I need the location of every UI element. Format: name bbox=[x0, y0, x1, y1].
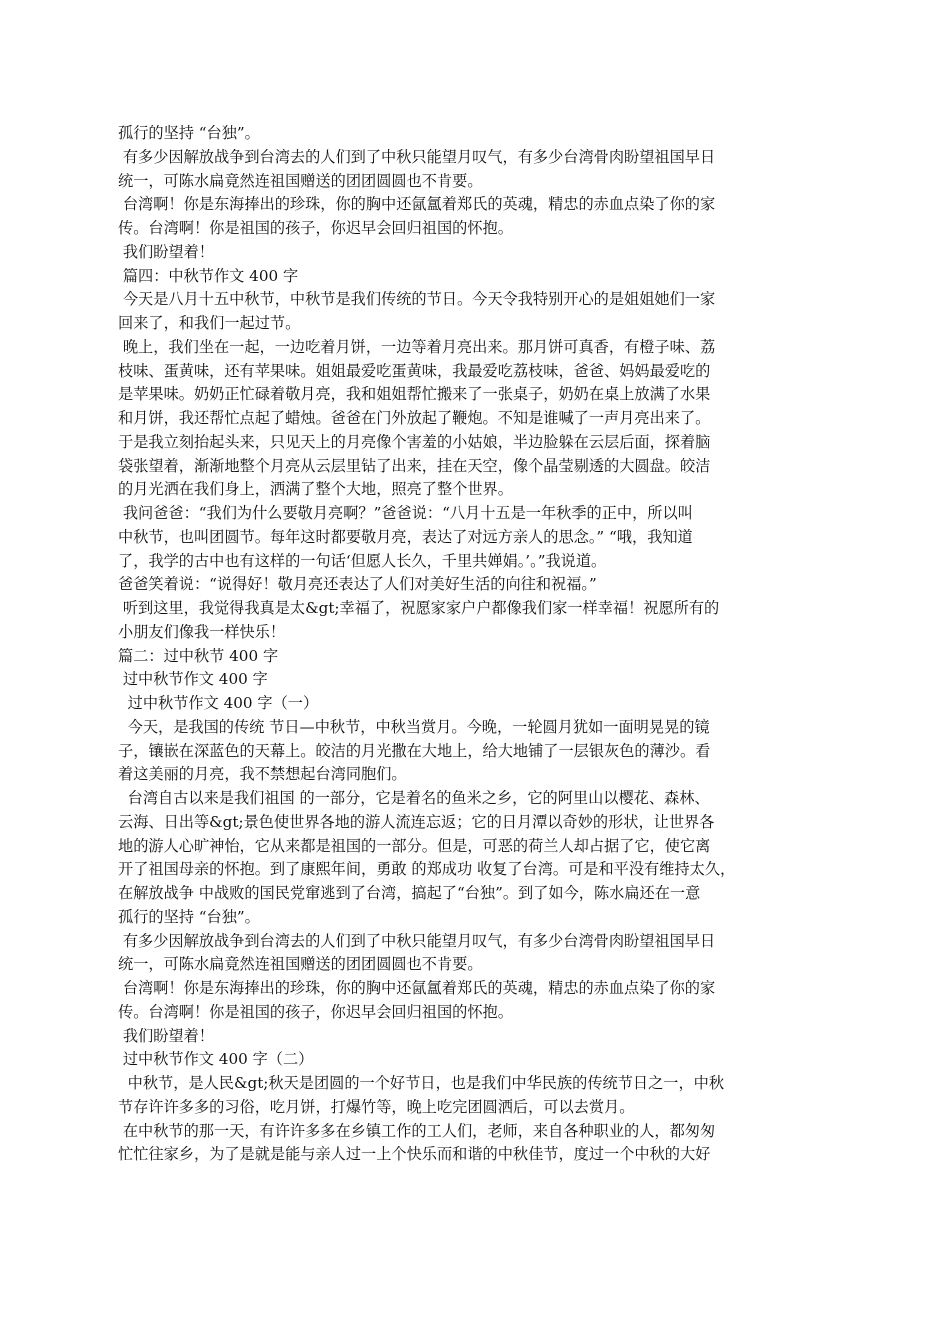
text-line: 中秋节，也叫团圆节。每年这时都要敬月亮，表达了对远方亲人的思念。” “哦，我知道 bbox=[118, 527, 693, 546]
text-line: 中秋节，是人民&gt;秋天是团圆的一个好节日，也是我们中华民族的传统节日之一，中秋 bbox=[118, 1074, 725, 1092]
text-line: 节存许许多多的习俗，吃月饼，打爆竹等，晚上吃完团圆洒后，可以去赏月。 bbox=[118, 1097, 635, 1116]
text-line: 在解放战争 中战败的国民党窜逃到了台湾，搞起了“台独”。到了如今，陈水扁还在一意 bbox=[118, 884, 701, 902]
text-line: 子，镶嵌在深蓝色的天幕上。皎洁的月光撒在大地上，给大地铺了一层银灰色的薄沙。看 bbox=[118, 741, 711, 760]
text-line: 有多少因解放战争到台湾去的人们到了中秋只能望月叹气，有多少台湾骨肉盼望祖国早日 bbox=[118, 931, 716, 950]
text-line: 今天，是我国的传统 节日—中秋节，中秋当赏月。今晚，一轮圆月犹如一面明晃晃的镜 bbox=[118, 717, 710, 736]
text-line: 过中秋节作文 400 字 bbox=[118, 670, 268, 689]
text-line: 篇二：过中秋节 400 字 bbox=[118, 646, 279, 665]
text-line: 袋张望着，渐渐地整个月亮从云层里钻了出来，挂在天空，像个晶莹剔透的大圆盘。皎洁 bbox=[118, 456, 711, 475]
text-line: 有多少因解放战争到台湾去的人们到了中秋只能望月叹气，有多少台湾骨肉盼望祖国早日 bbox=[118, 147, 716, 166]
text-line: 回来了，和我们一起过节。 bbox=[118, 314, 301, 332]
text-line: 和月饼，我还帮忙点起了蜡烛。爸爸在门外放起了鞭炮。不知是谁喊了一声月亮出来了。 bbox=[118, 409, 711, 427]
text-line: 是苹果味。奶奶正忙碌着敬月亮，我和姐姐帮忙搬来了一张桌子，奶奶在桌上放满了水果 bbox=[118, 385, 711, 404]
text-line: 开了祖国母亲的怀抱。到了康熙年间，勇敢 的郑成功 收复了台湾。可是和平没有维持太久， bbox=[118, 860, 736, 879]
text-line: 于是我立刻抬起头来，只见天上的月亮像个害羞的小姑娘，半边脸躲在云层后面，探着脑 bbox=[118, 432, 711, 451]
text-line: 忙忙往家乡，为了是就是能与亲人过一上个快乐而和谐的中秋佳节，度过一个中秋的大好 bbox=[118, 1145, 711, 1164]
text-line: 孤行的坚持 “台独”。 bbox=[118, 907, 260, 926]
text-line: 小朋友们像我一样快乐！ bbox=[118, 622, 286, 641]
text-line: 台湾啊！你是东海捧出的珍珠，你的胸中还氤氲着郑氏的英魂，精忠的赤血点染了你的家 bbox=[118, 979, 716, 997]
text-line: 我问爸爸：“我们为什么要敬月亮啊？”爸爸说：“八月十五是一年秋季的正中，所以叫 bbox=[118, 504, 693, 522]
text-line: 爸爸笑着说：“说得好！敬月亮还表达了人们对美好生活的向往和祝福。” bbox=[118, 575, 597, 594]
text-line: 晚上，我们坐在一起，一边吃着月饼，一边等着月亮出来。那月饼可真香，有橙子味、荔 bbox=[118, 337, 716, 356]
text-line: 着这美丽的月亮，我不禁想起台湾同胞们。 bbox=[118, 765, 407, 784]
text-line: 传。台湾啊！你是祖国的孩子，你迟早会回归祖国的怀抱。 bbox=[118, 1002, 513, 1021]
text-line: 地的游人心旷神怡，它从来都是祖国的一部分。但是，可恶的荷兰人却占据了它，使它离 bbox=[118, 836, 711, 855]
text-line: 统一，可陈水扁竟然连祖国赠送的团团圆圆也不肯要。 bbox=[118, 171, 483, 190]
text-line: 我们盼望着！ bbox=[118, 1026, 214, 1045]
text-line: 孤行的坚持 “台独”。 bbox=[118, 124, 260, 142]
text-line: 篇四：中秋节作文 400 字 bbox=[118, 266, 299, 285]
text-line: 今天是八月十五中秋节，中秋节是我们传统的节日。今天令我特别开心的是姐姐她们一家 bbox=[118, 290, 716, 309]
text-line: 听到这里，我觉得我真是太&gt;幸福了，祝愿家家户户都像我们家一样幸福！祝愿所有的 bbox=[118, 599, 720, 617]
document-body bbox=[118, 122, 818, 1167]
text-line: 过中秋节作文 400 字（一） bbox=[118, 694, 319, 712]
text-line: 云海、日出等&gt;景色使世界各地的游人流连忘返；它的日月潭以奇妙的形状，让世界各 bbox=[118, 812, 715, 831]
text-line: 传。台湾啊！你是祖国的孩子，你迟早会回归祖国的怀抱。 bbox=[118, 219, 513, 237]
text-line: 台湾自古以来是我们祖国 的一部分，它是着名的鱼米之乡，它的阿里山以樱花、森林、 bbox=[118, 789, 710, 807]
text-line: 过中秋节作文 400 字（二） bbox=[118, 1050, 314, 1069]
text-line: 了，我学的古中也有这样的一句话‘但愿人长久，千里共婵娟。’。”我说道。 bbox=[118, 551, 607, 570]
text-line: 我们盼望着！ bbox=[118, 242, 214, 261]
text-line: 枝味、蛋黄味，还有苹果味。姐姐最爱吃蛋黄味，我最爱吃荔枝味，爸爸、妈妈最爱吃的 bbox=[118, 361, 711, 380]
text-line: 在中秋节的那一天，有许许多多在乡镇工作的工人们，老师，来自各种职业的人，都匆匆 bbox=[118, 1121, 716, 1140]
text-line: 的月光洒在我们身上，洒满了整个大地，照亮了整个世界。 bbox=[118, 480, 513, 499]
text-line: 台湾啊！你是东海捧出的珍珠，你的胸中还氤氲着郑氏的英魂，精忠的赤血点染了你的家 bbox=[118, 195, 716, 214]
text-line: 统一，可陈水扁竟然连祖国赠送的团团圆圆也不肯要。 bbox=[118, 955, 483, 974]
